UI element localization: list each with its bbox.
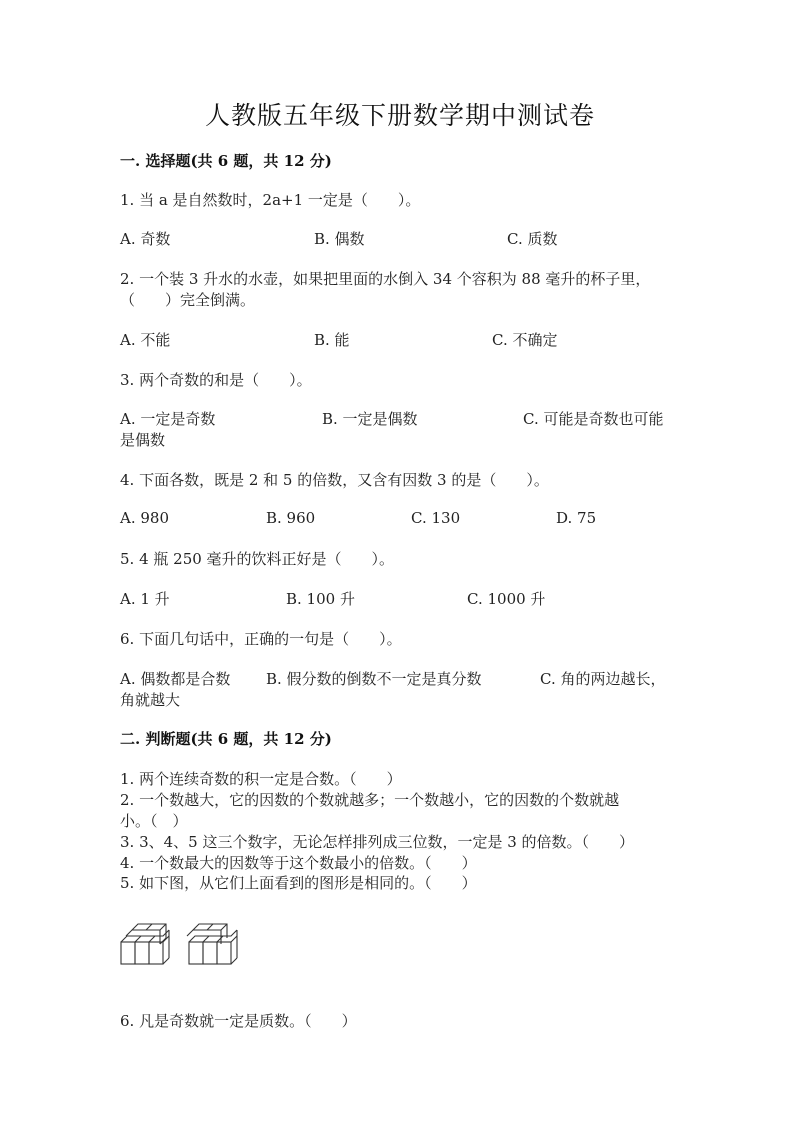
q1-option-c: C. 质数 [507,230,558,248]
cube-figure-right [187,924,237,964]
question-3: 3. 两个奇数的和是（ ）。 [120,371,312,389]
judge-item-6: 6. 凡是奇数就一定是质数。（ ） [120,1012,357,1030]
question-4: 4. 下面各数，既是 2 和 5 的倍数，又含有因数 3 的是（ ）。 [120,471,549,489]
q1-option-b: B. 偶数 [314,230,365,248]
q4-option-d: D. 75 [556,509,597,527]
judge-item-2-wrap: 小。（ ） [120,812,188,830]
q5-option-b: B. 100 升 [286,590,355,608]
q6-option-b: B. 假分数的倒数不一定是真分数 [266,670,482,688]
q4-option-c: C. 130 [411,509,461,527]
q2-option-b: B. 能 [314,331,350,349]
judge-item-4: 4. 一个数最大的因数等于这个数最小的倍数。（ ） [120,854,477,872]
question-5: 5. 4 瓶 250 毫升的饮料正好是（ ）。 [120,550,395,568]
q2-option-c: C. 不确定 [492,331,558,349]
q6-option-a: A. 偶数都是合数 [120,670,231,688]
q3-option-c-wrap: 是偶数 [120,431,166,449]
q3-option-c: C. 可能是奇数也可能 [523,410,664,428]
question-2-line1: 2. 一个装 3 升水的水壶，如果把里面的水倒入 34 个容积为 88 毫升的杯子里， [120,270,651,288]
judge-item-3: 3. 3、4、5 这三个数字，无论怎样排列成三位数，一定是 3 的倍数。（ ） [120,833,635,851]
q4-option-b: B. 960 [266,509,316,527]
q3-option-b: B. 一定是偶数 [322,410,418,428]
section-heading-judge: 二. 判断题(共 6 题，共 12 分) [120,730,332,748]
q4-option-a: A. 980 [120,509,169,527]
section-heading-choice: 一. 选择题(共 6 题，共 12 分) [120,152,332,170]
q3-option-a: A. 一定是奇数 [120,410,216,428]
judge-item-2: 2. 一个数越大，它的因数的个数就越多；一个数越小，它的因数的个数就越 [120,791,620,809]
q5-option-a: A. 1 升 [120,590,170,608]
judge-item-1: 1. 两个连续奇数的积一定是合数。（ ） [120,770,402,788]
cube-stacks-figure [118,922,243,968]
q2-option-a: A. 不能 [120,331,171,349]
q6-option-c-wrap: 角就越大 [120,691,181,709]
question-1: 1. 当 a 是自然数时，2a+1 一定是（ ）。 [120,191,421,209]
question-2-line2: （ ）完全倒满。 [120,291,256,309]
cube-figure-left [121,924,169,964]
judge-item-5: 5. 如下图，从它们上面看到的图形是相同的。（ ） [120,874,477,892]
q1-option-a: A. 奇数 [120,230,171,248]
q6-option-c: C. 角的两边越长， [540,670,666,688]
q5-option-c: C. 1000 升 [467,590,546,608]
page-title: 人教版五年级下册数学期中测试卷 [204,101,595,130]
question-6: 6. 下面几句话中，正确的一句是（ ）。 [120,630,402,648]
